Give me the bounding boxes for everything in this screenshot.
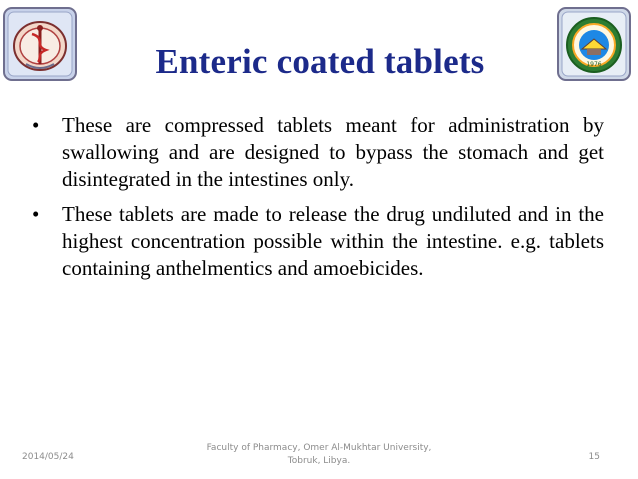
bullet-marker: • xyxy=(32,113,40,137)
bullet-text: These are compressed tablets meant for administration by swallowing and are designed to bypass the stomach and get disintegrated in the intestines only. xyxy=(62,113,604,191)
page-number: 15 xyxy=(588,452,600,462)
bullet-list xyxy=(32,112,604,290)
footer-institution xyxy=(200,442,438,468)
bullet-text: These tablets are made to release the drug undiluted and in the highest concentration possible within the intestine. e.g. tablets containing anthelmentics and amoebicides. xyxy=(62,202,604,280)
pharmacy-faculty-logo-icon xyxy=(2,6,78,82)
university-seal-icon xyxy=(556,6,632,82)
footer-institution-line1: Faculty of Pharmacy, Omer Al-Mukhtar University, xyxy=(206,443,432,453)
footer-institution-line2: Tobruk, Libya. xyxy=(287,456,351,466)
svg-text:1976: 1976 xyxy=(586,61,602,68)
bullet-marker: • xyxy=(32,202,40,226)
slide-title: Enteric coated tablets xyxy=(155,42,485,81)
bullet-item xyxy=(32,201,604,282)
footer-date: 2014/05/24 xyxy=(22,452,74,462)
bullet-item xyxy=(32,112,604,193)
